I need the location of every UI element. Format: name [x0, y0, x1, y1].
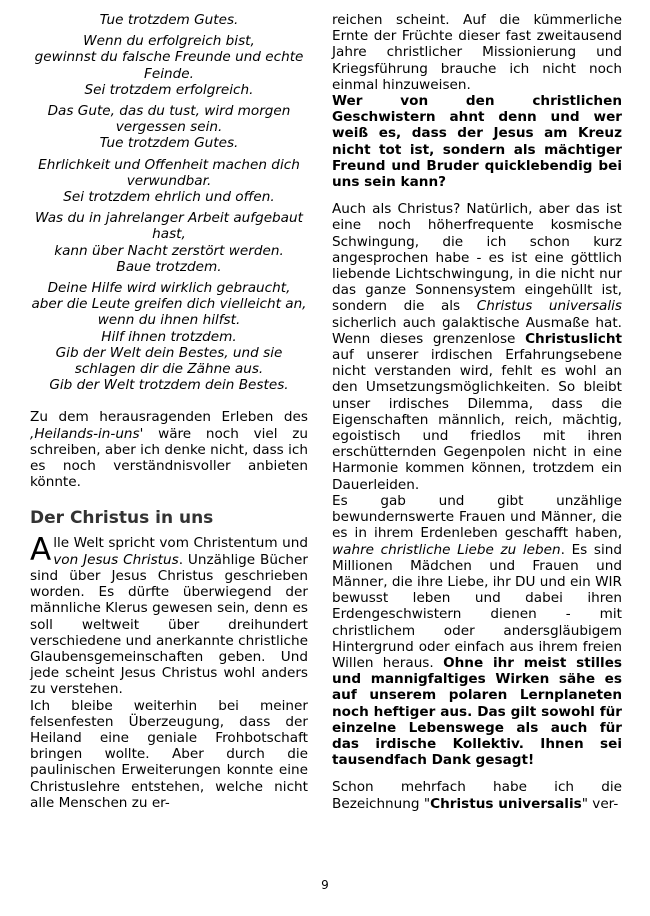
italic-text: wahre christliche Liebe zu leben — [332, 541, 561, 558]
continued-paragraph — [332, 12, 622, 93]
poem-line: Tue trotzdem Gutes. — [99, 135, 239, 152]
bold-text: Christus universalis — [430, 795, 582, 812]
poem-line: Sei trotzdem ehrlich und offen. — [63, 189, 275, 206]
text-run: Auch als Christus? Natürlich, aber das ist eine noch höherfrequente kosmische Schwingung, die ich schon kurz angesprochen habe - es ist eine göttlich liebende Lichtschwingung, in die nicht nur das ganze Sonnensystem eingehüllt ist, sondern die als — [332, 201, 622, 315]
text-run: Es gab und gibt unzählige bewundernswerte Frauen und Männer, die es in ihrem Erdenleben geschafft haben, — [332, 492, 622, 542]
poem-line: Sei trotzdem erfolgreich. — [84, 81, 254, 98]
people-paragraph — [332, 493, 622, 768]
poem-line: Das Gute, das du tust, wird morgen vergessen sein. — [47, 103, 291, 136]
poem — [30, 12, 308, 393]
poem-line: gewinnst du falsche Freunde und echte Feinde. — [34, 49, 304, 82]
poem-line: Gib der Welt dein Bestes, und sie schlagen dir die Zähne aus. — [55, 344, 283, 378]
question-paragraph — [332, 93, 622, 190]
section-heading: Der Christus in uns — [30, 508, 214, 529]
intro-paragraph — [30, 532, 308, 698]
poem-line: Wenn du erfolgreich bist, — [83, 33, 255, 50]
poem-stanza — [30, 280, 308, 393]
poem-line: Tue trotzdem Gutes. — [99, 12, 239, 28]
poem-line: kann über Nacht zerstört werden. — [54, 242, 284, 259]
text-run: Ich bleibe weiterhin bei meiner felsenfesten Überzeugung, dass der Heiland eine geniale Frohbotschaft bringen wollte. Aber durch die paulinischen Erweiterungen konnte eine Christuslehre entstehen, welche nicht alle Menschen zu er- — [30, 697, 308, 811]
bold-text: Wer von den christlichen Geschwistern ahnt denn und wer weiß es, dass der Jesus am Kreuz nicht tot ist, sondern als mächtiger Freund und Bruder quicklebendig bei uns sein kann? — [332, 93, 622, 191]
text-run: wäre noch viel zu schreiben, aber ich denke nicht, dass ich es noch verständnisvoller anbieten könnte. — [30, 425, 308, 491]
bold-text: Christuslicht — [525, 330, 622, 347]
christ-paragraph — [332, 201, 622, 493]
italic-text: ‚Heilands-in-uns' — [30, 425, 144, 442]
bold-text: Ohne ihr meist stilles und mannigfaltiges Wirken sähe es auf unserem polaren Lernplaneten noch heftiger aus. Das gilt sowohl für einzelne Lebenswege als auch für das irdische Kollektiv. Ihnen sei tausendfach Dank gesagt! — [332, 654, 623, 769]
drop-cap: A — [30, 532, 52, 569]
text-run: Schon mehrfach habe ich die Bezeichnung " — [332, 779, 622, 812]
poem-stanza — [30, 33, 308, 98]
poem-stanza — [30, 103, 308, 152]
continue-paragraph — [30, 698, 308, 811]
poem-line: Was du in jahrelanger Arbeit aufgebaut hast, — [35, 210, 303, 243]
heilands-paragraph — [30, 409, 308, 490]
poem-line: Gib der Welt trotzdem dein Bestes. — [49, 377, 289, 394]
text-run: . Es sind Millionen Mädchen und Frauen und Männer, die ihre Liebe, ihr DU und ein WIR bewusst leben und dabei ihren Erdengeschwistern dienen - mit christlichem oder andersgläubigem Hintergrund oder einfach aus ihrem freien Willen heraus. — [332, 541, 622, 671]
poem-line: Baue trotzdem. — [116, 258, 222, 275]
intro-text — [30, 532, 308, 698]
italic-text: von Jesus Christus — [53, 551, 179, 568]
poem-line: Deine Hilfe wird wirklich gebraucht, aber die Leute greifen dich vielleicht an, wenn du ihnen hilfst. — [31, 280, 307, 329]
poem-line: Hilf ihnen trotzdem. — [101, 328, 237, 345]
text-run: reichen scheint. Auf die kümmerliche Ernte der Früchte dieser fast zweitausend Jahre christlicher Missionierung und Kriegsführung brauche ich nicht noch einmal hinzuweisen. — [332, 12, 622, 93]
poem-stanza — [30, 157, 308, 206]
left-column — [30, 12, 308, 811]
text-run: auf unserer irdischen Erfahrungsebene nicht verstanden wird, fehlt es wohl an den Umsetzungsmöglichkeiten. So bleibt unser irdisches Dilemma, dass die Eigenschaften männlich, reich, mächtig, egoistisch und friedlos mit ihren erschütternden Gegenpolen nicht in eine Harmonie kommen können, trotzdem ein Dauerleiden. — [332, 347, 622, 493]
page-number: 9 — [321, 878, 329, 892]
text-run: Zu dem herausragenden Erleben des — [30, 409, 308, 426]
poem-line: Ehrlichkeit und Offenheit machen dich verwundbar. — [38, 156, 300, 189]
text-run: lle Welt spricht vom Christentum und — [53, 535, 308, 552]
text-run: " ver- — [581, 795, 619, 812]
text-run: . Unzählige Bücher sind über Jesus Christus geschrieben worden. Es dürfte überwiegend der männliche Klerus gewesen sein, denn es soll weltweit über dreihundert verschiedene und anerkannte christliche Glaubensgemeinschaften geben. Und jede scheint Jesus Christus wohl anders zu verstehen. — [30, 551, 308, 698]
italic-text: Christus universalis — [476, 298, 622, 315]
poem-stanza — [30, 210, 308, 275]
right-column — [332, 12, 622, 812]
text-run: sicherlich auch galaktische Ausmaße hat. Wenn dieses grenzenlose — [332, 314, 622, 347]
last-paragraph — [332, 779, 622, 811]
poem-stanza — [30, 12, 308, 28]
